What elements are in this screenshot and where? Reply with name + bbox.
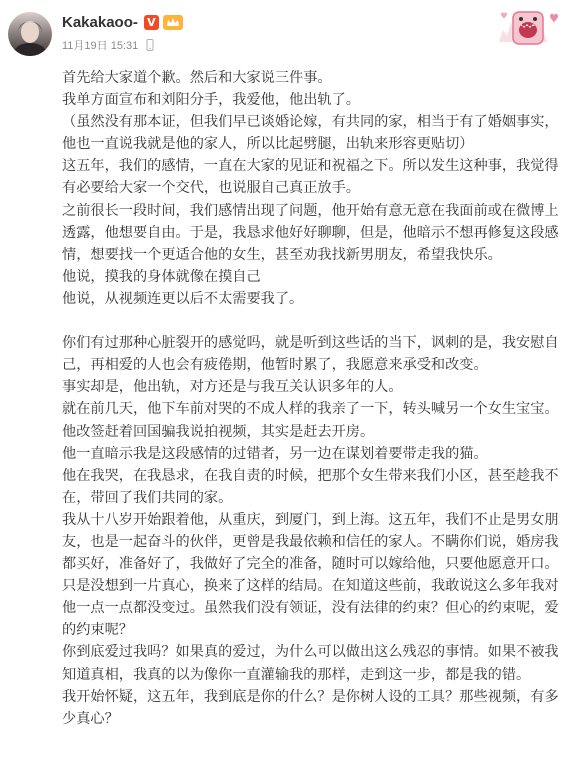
post-timestamp[interactable]: 11月19日 15:31 [62, 40, 139, 52]
crown-member-icon[interactable] [163, 15, 183, 30]
post-paragraph: 他在我哭，在我恳求，在我自责的时候，把那个女生带来我们小区，甚至趁我不在，带回了我们共同的家。 [62, 467, 559, 506]
verified-v-icon[interactable]: V [144, 15, 159, 30]
post-paragraph: 我单方面宣布和刘阳分手，我爱他，他出轨了。 [62, 92, 360, 109]
post-body [62, 67, 564, 730]
name-row [62, 12, 183, 32]
pink-monster-sticker [493, 2, 563, 50]
post-paragraph: 他说，从视频连更以后不太需要我了。 [62, 290, 304, 307]
user-avatar[interactable] [8, 12, 52, 56]
post-paragraph: 他说，摸我的身体就像在摸自己 [62, 268, 261, 285]
post-header [62, 12, 183, 53]
post-paragraph: 我从十八岁开始跟着他，从重庆，到厦门，到上海。这五年，我们不止是男女朋友，也是一起奋斗的伙伴，更曾是我最依赖和信任的家人。不瞒你们说，婚房我都买好，准备好了，我做好了完全的准备，随时可以嫁给他，只要他愿意开口。 [62, 511, 559, 573]
post-paragraph: 只是没想到一片真心，换来了这样的结局。在知道这些前，我敢说这么多年我对他一点一点都没变过。虽然我们没有领证，没有法律的约束？但心的约束呢，爱的约束呢？ [62, 578, 559, 639]
username[interactable]: Kakakaoo- [62, 13, 138, 31]
post-paragraph: 首先给大家道个歉。然后和大家说三件事。 [62, 70, 332, 86]
post-meta [62, 37, 183, 53]
avatar-photo-icon [8, 12, 52, 56]
post-paragraph: 你到底爱过我吗？如果真的爱过，为什么可以做出这么残忍的事情。如果不被我知道真相，我真的以为像你一直灌输我的那样，走到这一步，都是我的错。 [62, 644, 559, 683]
post-paragraph: 这五年，我们的感情，一直在大家的见证和祝福之下。所以发生这种事，我觉得有必要给大家一个交代，也说服自己真正放手。 [62, 158, 559, 197]
post-paragraph: 你们有过那种心脏裂开的感觉吗，就是听到这些话的当下，讽刺的是，我安慰自己，再相爱的人也会有疲倦期，他暂时累了，我愿意来承受和改变。 [62, 335, 559, 374]
post-paragraph: 之前很长一段时间，我们感情出现了问题，他开始有意无意在我面前或在微博上透露，他想要自由。于是，我恳求他好好聊聊，但是，他暗示不想再修复这段感情，想要找一个更适合他的女生，甚至劝我找新男朋友，希望我快乐。 [62, 202, 559, 263]
blank-line [62, 310, 564, 332]
phone-source-icon [144, 39, 156, 51]
post-paragraph: （虽然没有那本证，但我们早已谈婚论嫁，有共同的家，相当于有了婚姻事实，他也一直说我就是他的家人，所以比起劈腿，出轨来形容更贴切） [62, 114, 559, 153]
post-paragraph: 我开始怀疑，这五年，我到底是你的什么？是你树人设的工具？那些视频，有多少真心？ [62, 688, 559, 727]
post-paragraph: 他改签赶着回国骗我说拍视频，其实是赶去开房。 [62, 423, 375, 440]
post-paragraph: 就在前几天，他下车前对哭的不成人样的我亲了一下，转头喊另一个女生宝宝。 [62, 401, 559, 418]
post-paragraph: 他一直暗示我是这段感情的过错者，另一边在谋划着要带走我的猫。 [62, 445, 488, 462]
post-paragraph: 事实却是，他出轨，对方还是与我互关认识多年的人。 [62, 379, 403, 396]
